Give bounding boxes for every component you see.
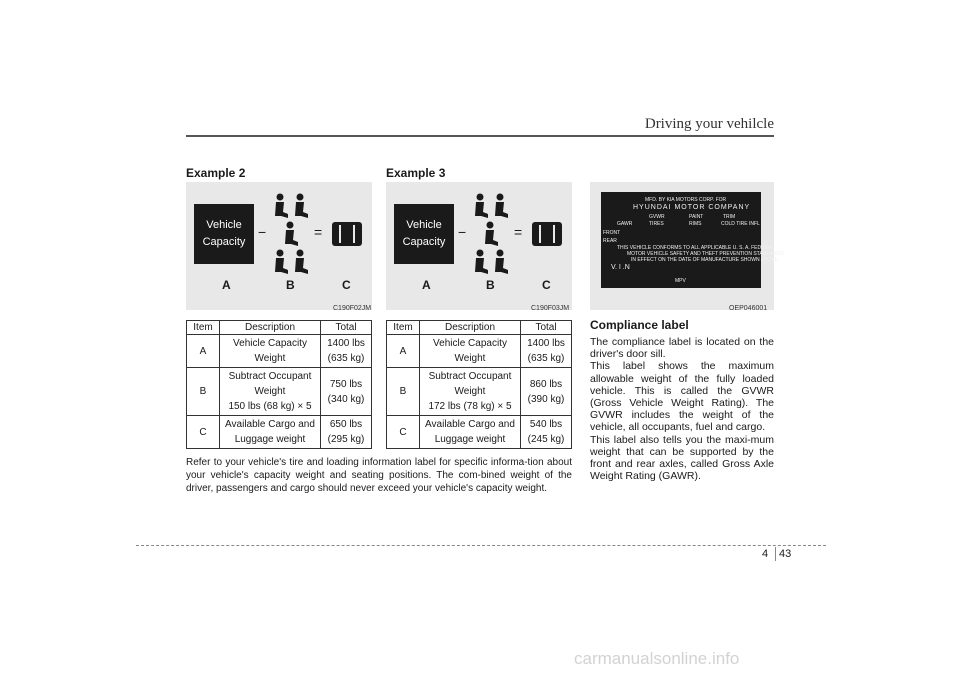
header-rule — [186, 135, 774, 137]
row-desc: Vehicle Capacity Weight — [420, 335, 521, 368]
compliance-text — [590, 336, 774, 482]
row-item: B — [387, 368, 420, 416]
row-desc: Available Cargo and Luggage weight — [220, 416, 321, 449]
minus-sign: − — [458, 224, 467, 240]
plate-line1: MFD. BY KIA MOTORS CORP. FOR — [645, 197, 727, 203]
plate-tires: TIRES — [649, 221, 664, 227]
row-total: 1400 lbs (635 kg) — [321, 335, 372, 368]
label-b: B — [286, 278, 295, 292]
plate-paint: PAINT — [689, 214, 704, 220]
compliance-p3: This label also tells you the maxi-mum weight that can be supported by the front and rear axles, called Gross Axle Weight Rating (GAWR). — [590, 433, 774, 483]
equals-sign: = — [514, 224, 523, 240]
col-item: Item — [187, 321, 220, 335]
minus-sign: − — [258, 224, 267, 240]
row-desc: Available Cargo and Luggage weight — [420, 416, 521, 449]
plate-line2: HYUNDAI MOTOR COMPANY — [633, 204, 751, 211]
plate-gawr: GAWR — [617, 221, 633, 227]
col-description: Description — [220, 321, 321, 335]
plate-conform1: THIS VEHICLE CONFORMS TO ALL APPLICABLE U. S. A. FEDERAL — [617, 245, 775, 251]
example-2-figure — [186, 182, 372, 310]
plate-mpv: MPV — [675, 278, 686, 284]
cargo-box-icon — [332, 222, 362, 246]
table-row — [187, 416, 372, 449]
table-row — [187, 335, 372, 368]
row-item: C — [387, 416, 420, 449]
label-a: A — [222, 278, 231, 292]
compliance-label-image — [590, 182, 784, 310]
table-row — [387, 416, 572, 449]
capacity-line1: Vehicle — [206, 219, 242, 231]
figure-id: OEP046001 — [729, 305, 768, 312]
compliance-p1: The compliance label is located on the driver's door sill. — [590, 336, 774, 361]
col-total: Total — [321, 321, 372, 335]
table-row — [187, 368, 372, 416]
footer-divider — [775, 547, 776, 561]
example-3-title: Example 3 — [386, 166, 446, 180]
row-desc: Subtract Occupant Weight 150 lbs (68 kg) × 5 — [220, 368, 321, 416]
loading-note: Refer to your vehicle's tire and loading information label for specific informa-tion about your vehicle's capacity weight and seating positions. The com-bined weight of the driver, passengers and cargo should never exceed your vehicle's capacity weight. — [186, 457, 572, 494]
col-description: Description — [420, 321, 521, 335]
capacity-line2: Capacity — [402, 236, 446, 248]
row-total: 860 lbs (390 kg) — [521, 368, 572, 416]
label-a: A — [422, 278, 431, 292]
vehicle-capacity-box — [394, 204, 454, 264]
row-total: 650 lbs (295 kg) — [321, 416, 372, 449]
figure-id: C190F02JM — [333, 305, 372, 312]
row-total: 750 lbs (340 kg) — [321, 368, 372, 416]
section-number: 4 — [762, 548, 769, 560]
row-item: C — [187, 416, 220, 449]
footer-rule — [136, 545, 826, 546]
vehicle-capacity-box — [194, 204, 254, 264]
table-row — [387, 368, 572, 416]
compliance-heading: Compliance label — [590, 318, 689, 332]
seated-person-icon — [275, 194, 308, 275]
plate-vin: V. I .N — [611, 264, 630, 271]
row-desc: Subtract Occupant Weight 172 lbs (78 kg) × 5 — [420, 368, 521, 416]
table-row — [387, 335, 572, 368]
figure-id: C190F03JM — [531, 305, 570, 312]
row-total: 1400 lbs (635 kg) — [521, 335, 572, 368]
label-c: C — [342, 278, 351, 292]
col-total: Total — [521, 321, 572, 335]
capacity-line2: Capacity — [202, 236, 246, 248]
plate-cold: COLD TIRE INFL — [721, 221, 760, 227]
row-total: 540 lbs (245 kg) — [521, 416, 572, 449]
label-c: C — [542, 278, 551, 292]
example-3-figure — [386, 182, 572, 310]
example-2-title: Example 2 — [186, 166, 246, 180]
compliance-p2: This label shows the maximum allowable weight of the fully loaded vehicle. This is called the GVWR (Gross Vehicle Weight Rating). The GVWR includes the weight of the vehicle, all occupants, fuel and cargo. — [590, 360, 774, 434]
plate-trim: TRIM — [723, 214, 736, 220]
row-desc: Vehicle Capacity Weight — [220, 335, 321, 368]
plate-gvwr: GVWR — [649, 214, 665, 220]
seated-person-icon — [475, 194, 508, 275]
compliance-plate — [601, 192, 784, 288]
plate-conform2: MOTOR VEHICLE SAFETY AND THEFT PREVENTION STANDARDS — [627, 251, 784, 257]
capacity-table-example-3 — [386, 320, 572, 449]
capacity-table-example-2 — [186, 320, 372, 449]
row-item: A — [187, 335, 220, 368]
capacity-line1: Vehicle — [406, 219, 442, 231]
plate-rims: RIMS — [689, 221, 702, 227]
watermark: carmanualsonline.info — [574, 649, 740, 668]
page-number: 43 — [779, 548, 792, 560]
cargo-box-icon — [532, 222, 562, 246]
row-item: A — [387, 335, 420, 368]
equals-sign: = — [314, 224, 323, 240]
col-item: Item — [387, 321, 420, 335]
header-title: Driving your vehilcle — [644, 116, 774, 132]
plate-rear: REAR — [603, 238, 617, 244]
plate-front: FRONT — [603, 230, 621, 236]
label-b: B — [486, 278, 495, 292]
plate-conform3: IN EFFECT ON THE DATE OF MANUFACTURE SHOWN ABOVE — [631, 257, 778, 263]
row-item: B — [187, 368, 220, 416]
